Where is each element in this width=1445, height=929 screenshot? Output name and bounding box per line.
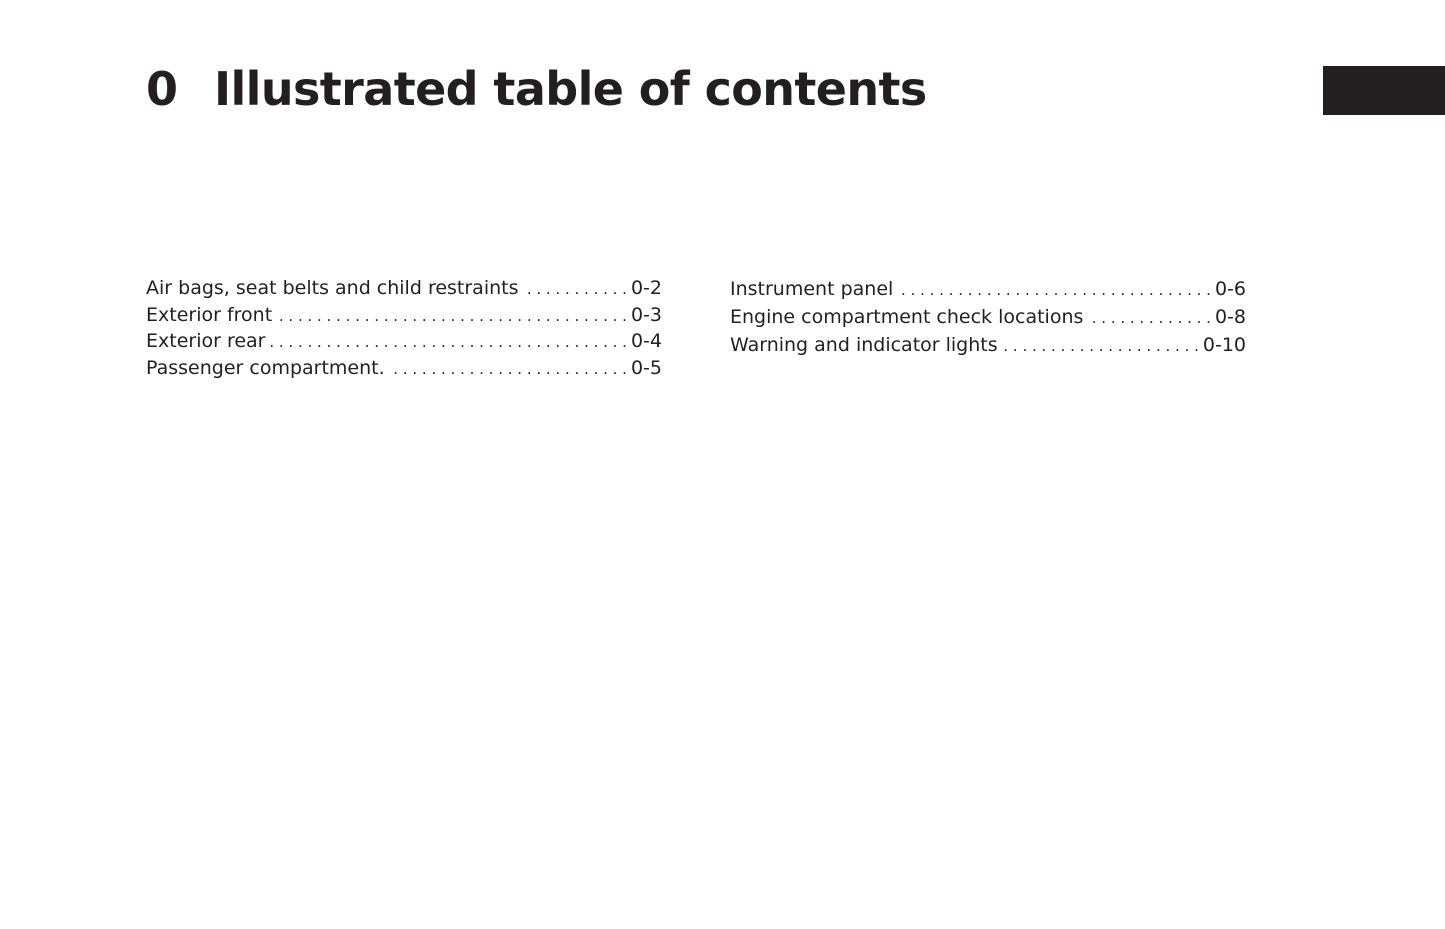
toc-dot-leader: [1003, 333, 1199, 360]
toc-dot-leader: [1088, 305, 1211, 332]
toc-dot-leader: [524, 277, 627, 303]
toc-entry-label: Instrument panel: [730, 278, 894, 300]
toc-entry-instrument-panel[interactable]: [730, 276, 1246, 304]
toc-entry-page: 0-6: [1214, 278, 1246, 300]
toc-entry-page: 0-5: [630, 356, 662, 379]
toc-entry-label: Engine compartment check locations: [730, 306, 1084, 328]
toc-entry-air-bags[interactable]: [146, 276, 662, 303]
chapter-header: [146, 62, 927, 116]
toc-entry-page: 0-2: [630, 277, 662, 299]
toc-entry-warning-lights[interactable]: [730, 332, 1246, 360]
toc-entry-exterior-rear[interactable]: [146, 329, 662, 356]
chapter-title: Illustrated table of contents: [214, 62, 927, 116]
toc-entry-page: 0-4: [630, 330, 662, 352]
toc-entry-label: Warning and indicator lights: [730, 334, 998, 356]
toc-entry-page: 0-10: [1202, 334, 1246, 356]
toc-column-right: [730, 276, 1246, 360]
toc-entry-passenger-compartment[interactable]: [146, 356, 662, 383]
chapter-tab-marker: [1323, 66, 1445, 115]
toc-entry-label: Exterior front: [146, 303, 273, 326]
toc-entry-label: Passenger compartment.: [146, 356, 385, 379]
toc-dot-leader: [271, 330, 627, 356]
chapter-number: 0: [146, 62, 179, 116]
toc-column-left: [146, 276, 662, 382]
toc-entry-page: 0-3: [630, 303, 662, 326]
toc-dot-leader: [898, 277, 1211, 304]
toc-entry-exterior-front[interactable]: [146, 303, 662, 330]
toc-entry-label: Air bags, seat belts and child restraints: [146, 277, 519, 299]
toc-dot-leader: [390, 357, 627, 383]
toc-dot-leader: [277, 304, 627, 330]
toc-entry-engine-compartment[interactable]: [730, 304, 1246, 332]
toc-entry-page: 0-8: [1214, 306, 1246, 328]
toc-entry-label: Exterior rear: [146, 330, 266, 352]
